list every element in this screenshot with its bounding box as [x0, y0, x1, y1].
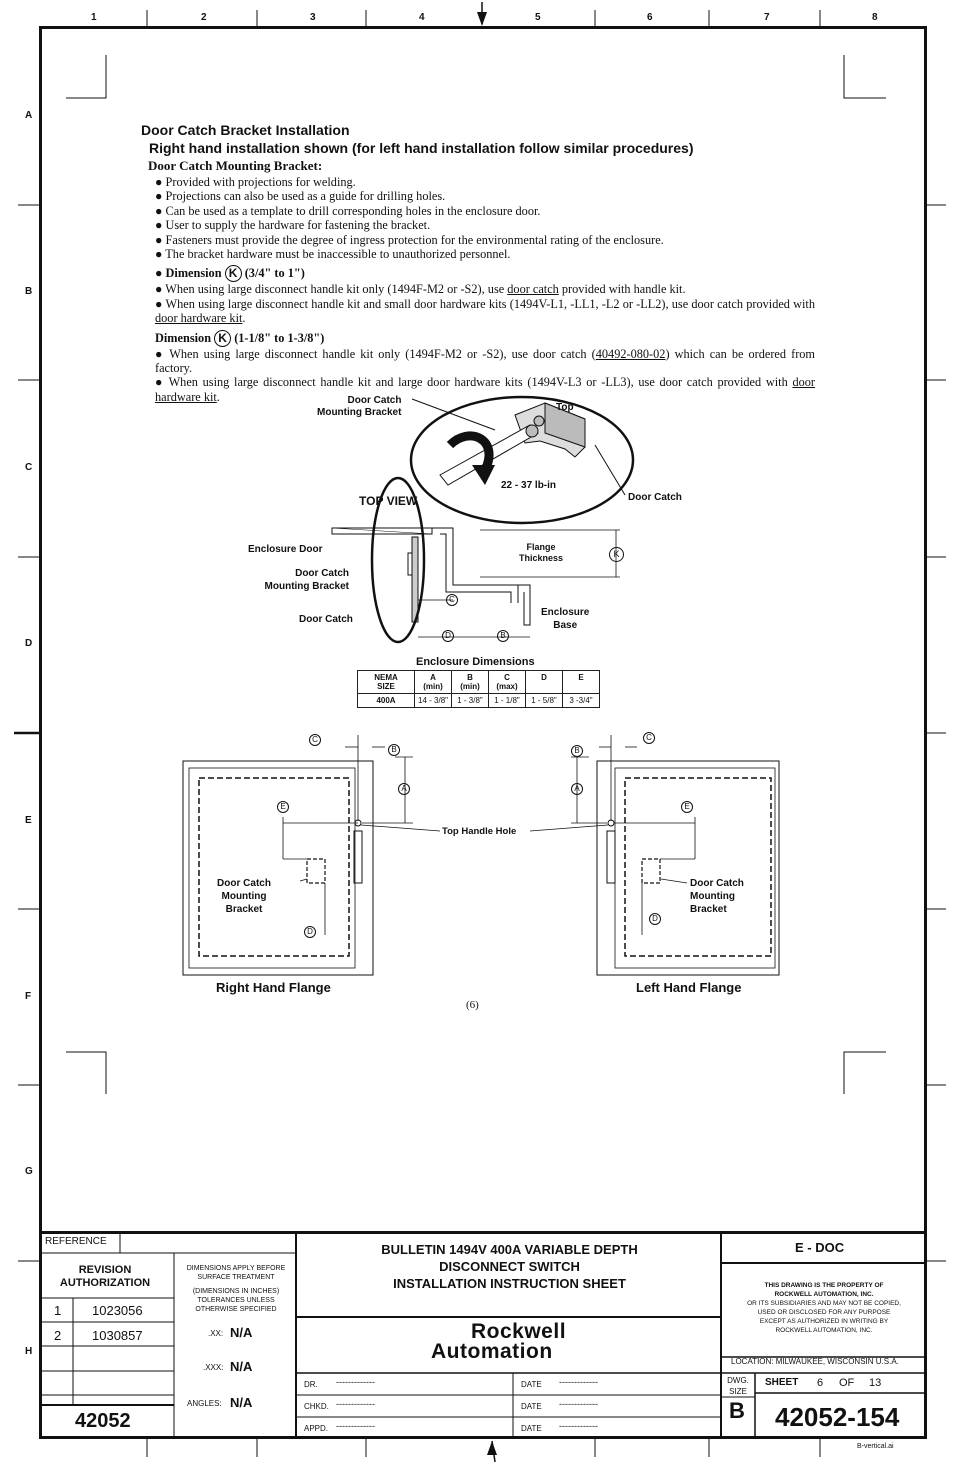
drawing-title: BULLETIN 1494V 400A VARIABLE DEPTH DISCONNECT SWITCH INSTALLATION INSTRUCTION SHEET — [381, 1242, 638, 1291]
revision-authorization-label: REVISION AUTHORIZATION — [59, 1264, 151, 1289]
location-label: LOCATION: MILWAUKEE, WISCONSIN U.S.A. — [731, 1357, 899, 1366]
callout-door-catch: Door Catch — [628, 492, 682, 503]
page-number: (6) — [466, 999, 479, 1011]
row-letter: C — [25, 462, 33, 473]
row-letter: F — [25, 991, 32, 1002]
flange-diagrams — [175, 735, 785, 980]
dwg-size-label: DWG. SIZE — [727, 1376, 749, 1396]
revision-value: 1023056 — [92, 1303, 143, 1318]
right-hand-flange-label: Right Hand Flange — [216, 980, 331, 995]
list-item: ● When using large disconnect handle kit only (1494F-M2 or -S2), use door catch provided with handle kit. — [155, 282, 686, 297]
dr-label: DR. — [304, 1380, 318, 1389]
row-letter: G — [25, 1166, 33, 1177]
date-label: DATE — [521, 1402, 542, 1411]
flange-b-marker: B — [571, 745, 583, 757]
flange-d-marker: D — [304, 926, 316, 938]
label-mounting-bracket: Door Catch Mounting Bracket — [690, 878, 744, 915]
label-door-catch: Door Catch — [299, 614, 353, 625]
flange-b-marker: B — [388, 744, 400, 756]
label-mounting-bracket: Door Catch Mounting Bracket — [264, 568, 349, 592]
top-view-heading: TOP VIEW — [359, 494, 418, 508]
row-letter: E — [25, 815, 32, 826]
enclosure-dimensions-table — [357, 670, 600, 708]
flange-e-marker: E — [681, 801, 693, 813]
label-flange-thickness: Flange Thickness — [519, 542, 564, 563]
label-mounting-bracket: Door Catch Mounting Bracket — [217, 878, 271, 915]
xxx-value: N/A — [230, 1359, 253, 1374]
list-item: ● Projections can also be used as a guide for drilling holes. — [155, 189, 446, 204]
table-header-row — [358, 671, 600, 694]
bullet-list — [155, 175, 815, 404]
chkd-label: CHKD. — [304, 1402, 329, 1411]
drawing-root-number: 42052 — [75, 1410, 131, 1432]
table-header-cell: E — [563, 671, 600, 694]
flange-c-marker: C — [309, 734, 321, 746]
page-title: Door Catch Bracket Installation — [141, 122, 350, 138]
property-notice: OR ITS SUBSIDIARIES AND MAY NOT BE COPIED, USED OR DISCLOSED FOR ANY PURPOSE EXCEPT AS AUTHORIZED IN WRITING BY ROCKWELL AUTOMATION, INC. — [747, 1300, 901, 1334]
column-number: 8 — [872, 12, 878, 23]
column-number: 2 — [201, 12, 207, 23]
left-hand-flange-label: Left Hand Flange — [636, 980, 742, 995]
label-top-handle-hole: Top Handle Hole — [442, 826, 517, 837]
list-item: ● User to supply the hardware for fastening the bracket. — [155, 218, 431, 233]
list-item: ● When using large disconnect handle kit and large door hardware kits (1494V-L3 or -LL3), use door catch provided with door hardware kit. — [155, 375, 816, 404]
flange-c-marker: C — [643, 732, 655, 744]
table-cell: 1 - 1/8" — [489, 694, 526, 708]
dimension-k-heading: ● Dimension K (3/4" to 1") — [155, 266, 305, 281]
chkd-value: ------------- — [336, 1399, 375, 1409]
table-header-cell: C (max) — [489, 671, 526, 694]
file-tag: B-vertical.ai — [857, 1443, 894, 1450]
date-value: ------------- — [559, 1377, 598, 1387]
column-number: 3 — [310, 12, 316, 23]
torque-label: 22 - 37 lb-in — [501, 480, 557, 491]
revision-number: 1 — [54, 1303, 62, 1318]
list-item: ● When using large disconnect handle kit only (1494F-M2 or -S2), use door catch (40492-080-02) which can be ordered from factory. — [155, 346, 815, 376]
dimension-k-marker: K — [609, 547, 624, 562]
table-header-cell: D — [526, 671, 563, 694]
drawing-number: 42052-154 — [775, 1402, 900, 1432]
flange-a-marker: A — [571, 783, 583, 795]
table-title: Enclosure Dimensions — [416, 656, 535, 668]
angles-label: ANGLES: — [187, 1399, 222, 1408]
sheet-total: 13 — [869, 1377, 882, 1389]
column-number: 1 — [91, 12, 97, 23]
date-label: DATE — [521, 1380, 542, 1389]
rockwell-logo: Rockwell Automation — [431, 1320, 567, 1363]
flange-a-marker: A — [398, 783, 410, 795]
dwg-size-value: B — [729, 1398, 745, 1423]
sheet-of-label: OF — [839, 1377, 855, 1389]
sheet-label: SHEET — [765, 1377, 799, 1388]
table-header-cell: B (min) — [452, 671, 489, 694]
row-letter: D — [25, 638, 33, 649]
property-notice-bold: THIS DRAWING IS THE PROPERTY OF ROCKWELL AUTOMATION, INC. — [764, 1282, 884, 1298]
tolerance-note: (DIMENSIONS IN INCHES) TOLERANCES UNLESS OTHERWISE SPECIFIED — [192, 1288, 280, 1313]
table-cell: 400A — [358, 694, 415, 708]
date-label: DATE — [521, 1424, 542, 1433]
table-cell: 1 - 5/8" — [526, 694, 563, 708]
dimension-b-marker: B — [497, 630, 509, 642]
xx-value: N/A — [230, 1325, 253, 1340]
label-enclosure-door: Enclosure Door — [248, 544, 323, 555]
column-number: 4 — [419, 12, 425, 23]
xxx-label: .XXX: — [203, 1363, 224, 1372]
dr-value: ------------- — [336, 1377, 375, 1387]
list-item: ● The bracket hardware must be inaccessible to unauthorized personnel. — [155, 247, 511, 262]
table-row — [358, 694, 600, 708]
appd-value: ------------- — [336, 1421, 375, 1431]
date-value: ------------- — [559, 1399, 598, 1409]
table-cell: 1 - 3/8" — [452, 694, 489, 708]
column-number: 7 — [764, 12, 770, 23]
edoc-label: E - DOC — [795, 1240, 845, 1255]
table-header-cell: A (min) — [415, 671, 452, 694]
label-enclosure-base: Enclosure Base — [541, 607, 590, 631]
table-cell: 3 -3/4" — [563, 694, 600, 708]
appd-label: APPD. — [304, 1424, 329, 1433]
flange-d-marker: D — [649, 913, 661, 925]
column-number: 6 — [647, 12, 653, 23]
row-letter: B — [25, 286, 33, 297]
callout-top: Top — [556, 402, 574, 413]
revision-value: 1030857 — [92, 1328, 143, 1343]
flange-e-marker: E — [277, 801, 289, 813]
revision-number: 2 — [54, 1328, 62, 1343]
list-item: ● Provided with projections for welding. — [155, 175, 356, 189]
reference-label: REFERENCE — [45, 1236, 107, 1247]
dimension-d-marker: D — [442, 630, 454, 642]
list-item: ● When using large disconnect handle kit and small door hardware kits (1494V-L1, -LL1, -L2 or -LL2), use door catch provided with door hardware kit. — [155, 296, 815, 326]
row-letter: A — [25, 110, 33, 121]
dimension-c-marker: C — [446, 594, 458, 606]
callout-mounting-bracket: Door Catch Mounting Bracket — [317, 395, 402, 418]
dimension-k-heading: Dimension K (1-1/8" to 1-3/8") — [155, 330, 325, 345]
tolerance-note: DIMENSIONS APPLY BEFORE SURFACE TREATMENT — [186, 1265, 286, 1281]
date-value: ------------- — [559, 1421, 598, 1431]
column-number: 5 — [535, 12, 541, 23]
sheet-number: 6 — [817, 1377, 824, 1389]
table-cell: 14 - 3/8" — [415, 694, 452, 708]
table-header-cell: NEMA SIZE — [358, 671, 415, 694]
list-item: ● Fasteners must provide the degree of ingress protection for the environmental rating of the enclosure. — [155, 232, 664, 247]
section-heading: Door Catch Mounting Bracket: — [148, 158, 323, 173]
angles-value: N/A — [230, 1395, 253, 1410]
page-subtitle: Right hand installation shown (for left hand installation follow similar procedures) — [149, 140, 694, 156]
xx-label: .XX: — [208, 1329, 224, 1338]
row-letter: H — [25, 1346, 33, 1357]
list-item: ● Can be used as a template to drill corresponding holes in the enclosure door. — [155, 203, 541, 218]
